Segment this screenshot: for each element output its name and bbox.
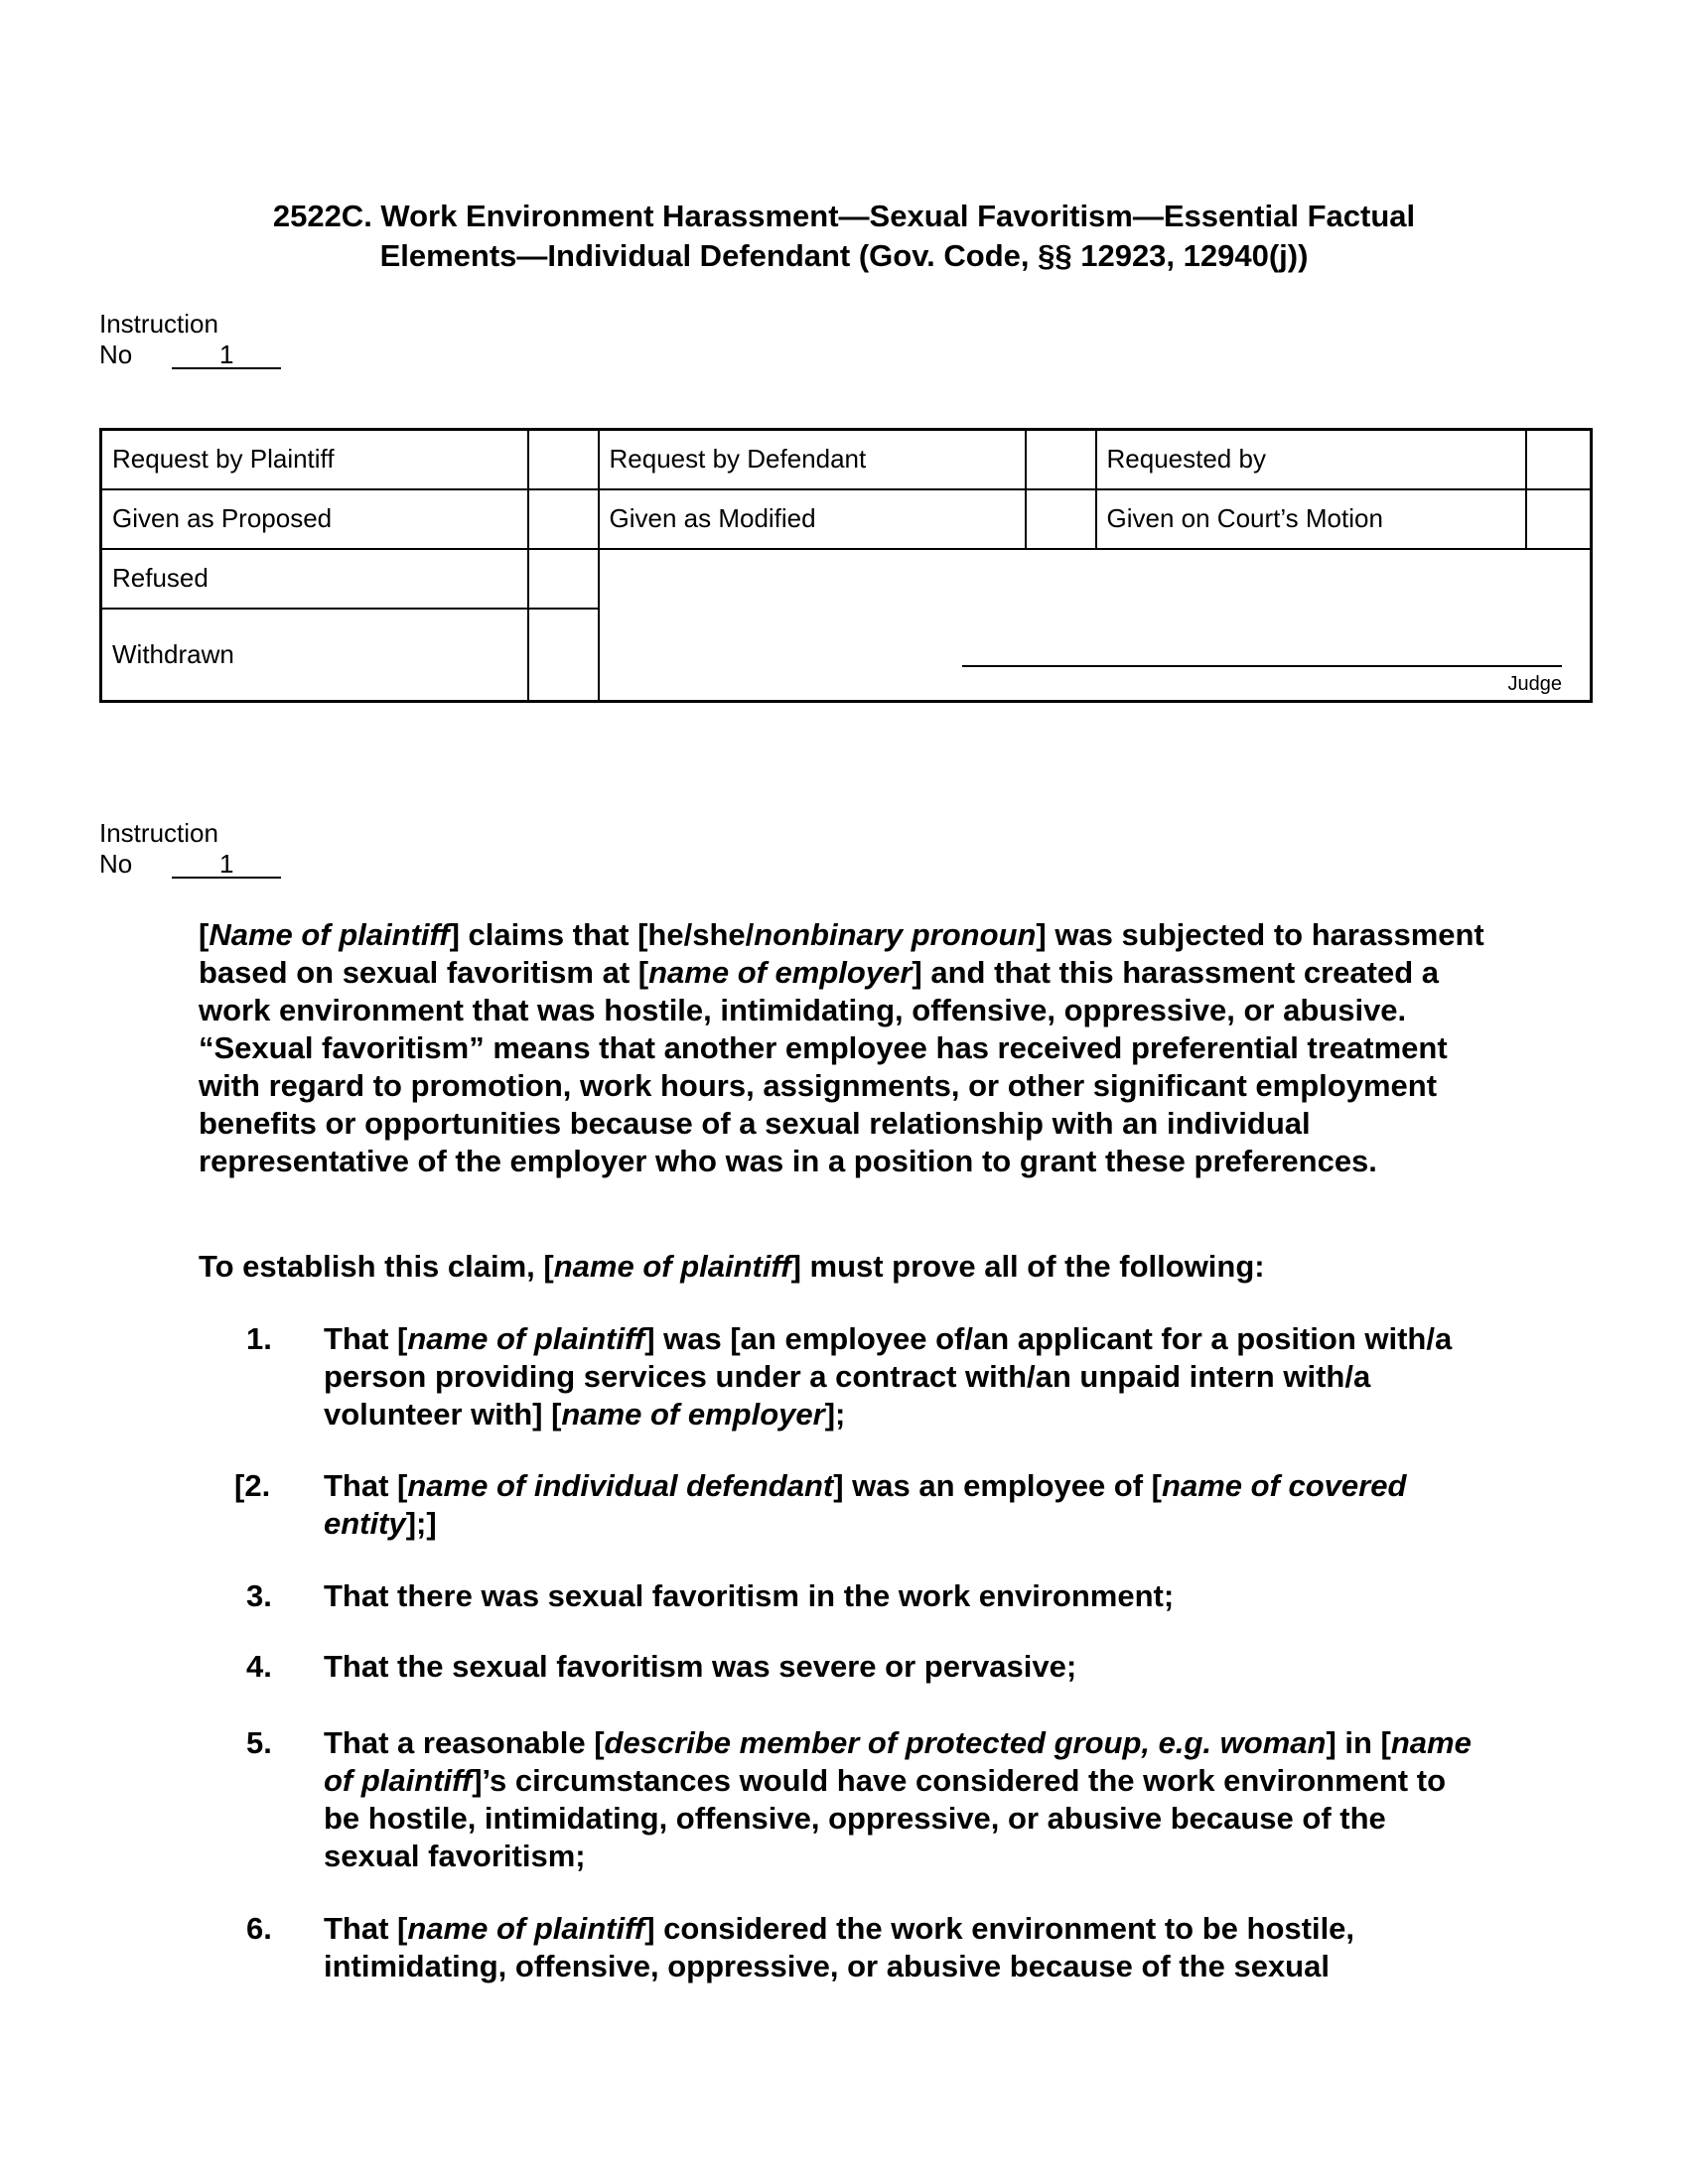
request-by-plaintiff-checkbox[interactable] <box>528 430 599 489</box>
given-as-proposed-checkbox[interactable] <box>528 489 599 549</box>
withdrawn-checkbox[interactable] <box>528 609 599 702</box>
document-title <box>149 197 1539 276</box>
text-run: ] was subjected to harassment based on sexual favoritism at [ <box>199 917 1484 990</box>
text-run: That [ <box>324 1321 408 1356</box>
intro-paragraph <box>199 916 1489 1180</box>
text-run: ];] <box>405 1506 437 1541</box>
element-number: [2. <box>234 1468 271 1503</box>
text-run: ]’s circumstances would have considered the work environment to be hostile, intimidating, offensive, oppressive, or abusive because of the sexual favoritism; <box>324 1763 1447 1873</box>
element-text: That there was sexual favoritism in the work environment; <box>324 1578 1175 1613</box>
instruction-number-field[interactable]: 1 <box>172 851 281 879</box>
request-status-table <box>99 428 1593 703</box>
text-run: ] and that this harassment created a work environment that was hostile, intimidating, offensive, oppressive, or abusive. “Sexual favoritism” means that another employee has received preferential treatment with regard to promotion, work hours, assignments, or other significant employment benefits or opportunities because of a sexual relationship with an individual representative of the employer who was in a position to grant these preferences. <box>199 955 1448 1178</box>
no-label: No <box>99 849 133 879</box>
placeholder: describe member of protected group, e.g. woman <box>604 1725 1327 1760</box>
element-text: That the sexual favoritism was severe or pervasive; <box>324 1649 1077 1684</box>
instruction-number-header <box>99 309 281 370</box>
judge-label: Judge <box>1507 673 1562 695</box>
text-run: That a reasonable [ <box>324 1725 605 1760</box>
judge-signature-area <box>599 549 1592 702</box>
element-item-5 <box>199 1724 1489 1875</box>
element-item-4 <box>199 1648 1489 1686</box>
title-line-1: 2522C. Work Environment Harassment—Sexual Favoritism—Essential Factual <box>272 199 1416 233</box>
refused-label: Refused <box>101 549 528 609</box>
text-run: That [ <box>324 1911 408 1946</box>
text-run: ] in [ <box>1326 1725 1391 1760</box>
placeholder: name of employer <box>561 1397 825 1432</box>
no-label: No <box>99 340 133 369</box>
placeholder: name of individual defendant <box>407 1468 834 1503</box>
text-run: That [ <box>324 1468 408 1503</box>
requested-by-label: Requested by <box>1096 430 1526 489</box>
text-run: ]; <box>824 1397 846 1432</box>
text-run: ] was an employee of [ <box>833 1468 1163 1503</box>
element-item-2 <box>199 1467 1489 1543</box>
given-as-proposed-label: Given as Proposed <box>101 489 528 549</box>
withdrawn-label: Withdrawn <box>101 609 528 702</box>
element-item-3 <box>199 1577 1489 1615</box>
text-run: ] considered the work environment to be hostile, intimidating, offensive, oppressive, or abusive because of the sexual <box>324 1911 1355 1983</box>
placeholder-employer: name of employer <box>648 955 913 990</box>
element-number: 5. <box>246 1725 272 1760</box>
element-number: 1. <box>246 1321 272 1356</box>
given-as-modified-label: Given as Modified <box>599 489 1026 549</box>
placeholder-plaintiff: Name of plaintiff <box>209 917 450 952</box>
element-number: 4. <box>246 1649 272 1684</box>
placeholder: name of plaintiff <box>324 1725 1472 1798</box>
placeholder-pronoun: nonbinary pronoun <box>754 917 1037 952</box>
requested-by-checkbox[interactable] <box>1526 430 1592 489</box>
placeholder: name of plaintiff <box>407 1321 645 1356</box>
element-number: 3. <box>246 1578 272 1613</box>
given-on-courts-motion-checkbox[interactable] <box>1526 489 1592 549</box>
instruction-label: Instruction <box>99 309 218 339</box>
given-on-courts-motion-label: Given on Court’s Motion <box>1096 489 1526 549</box>
text-run: ] must prove all of the following: <box>790 1249 1265 1284</box>
title-line-2: Elements—Individual Defendant (Gov. Code, §§ 12923, 12940(j)) <box>379 238 1309 273</box>
refused-checkbox[interactable] <box>528 549 599 609</box>
placeholder: name of plaintiff <box>407 1911 645 1946</box>
request-by-defendant-label: Request by Defendant <box>599 430 1026 489</box>
request-by-defendant-checkbox[interactable] <box>1026 430 1096 489</box>
text-run: [ <box>199 917 210 952</box>
element-number: 6. <box>246 1911 272 1946</box>
text-run: To establish this claim, [ <box>199 1249 554 1284</box>
request-by-plaintiff-label: Request by Plaintiff <box>101 430 528 489</box>
instruction-number-field[interactable]: 1 <box>172 341 281 369</box>
judge-signature-line[interactable] <box>962 665 1563 667</box>
text-run: ] claims that [he/she/ <box>449 917 755 952</box>
placeholder-plaintiff: name of plaintiff <box>553 1249 791 1284</box>
placeholder: name of covered entity <box>324 1468 1407 1541</box>
given-as-modified-checkbox[interactable] <box>1026 489 1096 549</box>
element-item-6 <box>199 1910 1489 1985</box>
text-run: ] was [an employee of/an applicant for a position with/a person providing services under a contract with/an unpaid intern with/a volunteer with] [ <box>324 1321 1453 1432</box>
instruction-number-body <box>99 818 281 880</box>
instruction-label: Instruction <box>99 818 218 848</box>
element-item-1 <box>199 1320 1489 1433</box>
establish-paragraph <box>199 1248 1489 1286</box>
